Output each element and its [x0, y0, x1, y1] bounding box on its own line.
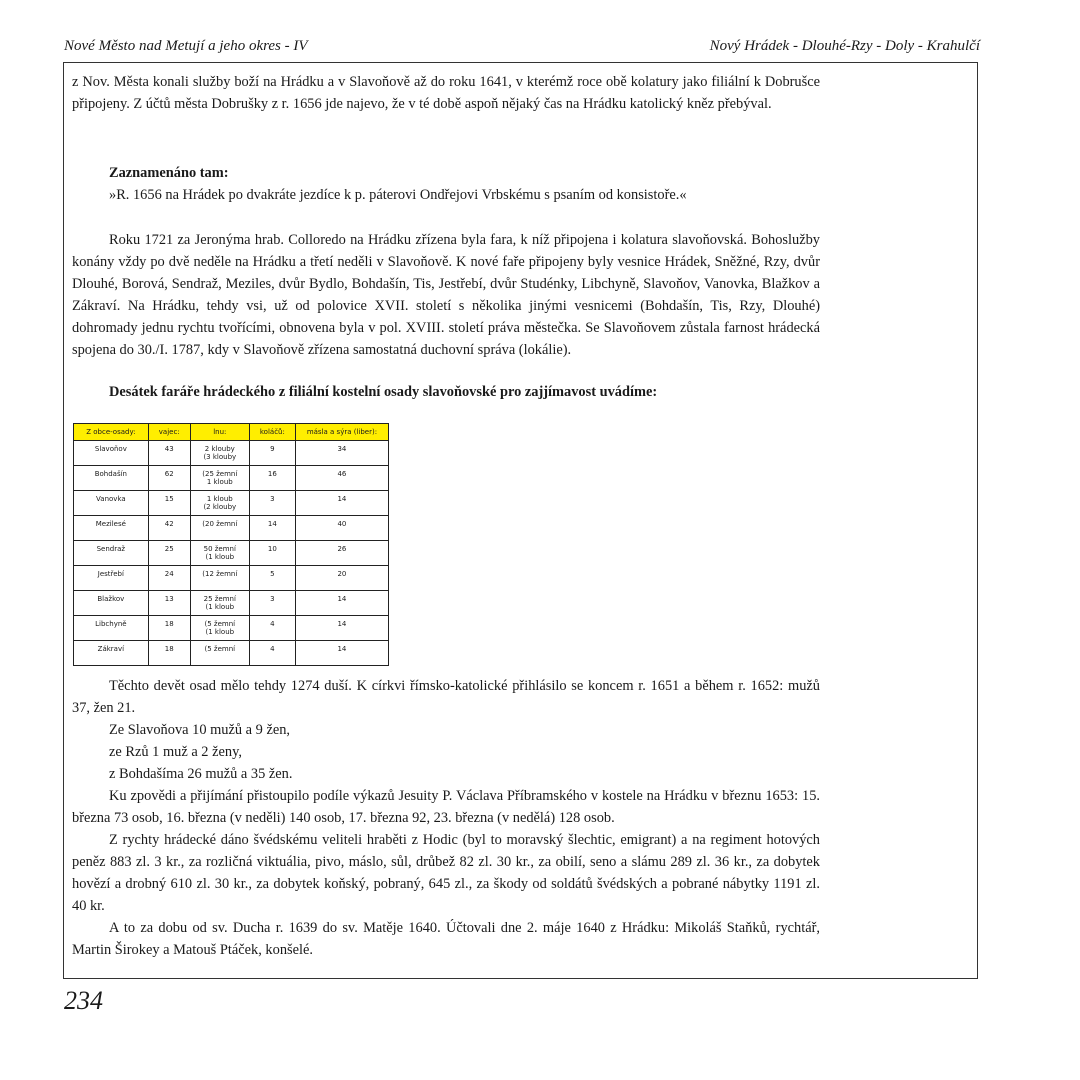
table-cell: 42	[148, 516, 190, 541]
table-row	[74, 616, 389, 641]
table-cell: (25 žemní 1 kloub	[190, 466, 249, 491]
table-cell: (5 žemní (1 kloub	[190, 616, 249, 641]
paragraph: Z rychty hrádecké dáno švédskému veliteli hraběti z Hodic (byl to moravský šlechtic, emigrant) a na regiment hotových peněz 883 zl. 3 kr., za rozličná viktuália, pivo, máslo, sůl, drůbež 82 zl. 30 kr., za obilí, seno a slámu 289 zl. 36 kr., za dobytek hovězí a drobný 610 zl. 30 kr., za dobytek koňský, pobraný, 645 zl., za škody od soldátů švédských a pobrané nábytky 1191 zl. 40 kr.	[72, 832, 820, 914]
intro-paragraph	[72, 71, 820, 115]
running-head-right: Nový Hrádek - Dlouhé-Rzy - Doly - Krahulčí	[709, 38, 980, 54]
recorded-note	[72, 162, 820, 206]
table-cell: (20 žemní	[190, 516, 249, 541]
table-cell: 25	[148, 541, 190, 566]
list-item: Ze Slavoňova 10 mužů a 9 žen,	[109, 722, 291, 738]
table-row	[74, 466, 389, 491]
table-cell: Libchyně	[74, 616, 149, 641]
parish-history-paragraph	[72, 229, 820, 361]
table-row	[74, 566, 389, 591]
table-cell: 13	[148, 591, 190, 616]
table-cell: 3	[249, 591, 295, 616]
table-row	[74, 591, 389, 616]
paragraph: z Nov. Města konali služby boží na Hrádku a v Slavoňově až do roku 1641, v kterémž roce obě kolatury jako filiální k Dobrušce připojeny. Z účtů města Dobrušky z r. 1656 jde najevo, že v té době aspoň nějaký čas na Hrádku katolický kněz přebýval.	[72, 74, 820, 112]
table-cell: 43	[148, 441, 190, 466]
tithe-heading: Desátek faráře hrádeckého z filiální kostelní osady slavoňovské pro zajjímavost uvádíme:	[109, 384, 658, 400]
paragraph: A to za dobu od sv. Ducha r. 1639 do sv. Matěje 1640. Účtovali dne 2. máje 1640 z Hrádku: Mikoláš Staňků, rychtář, Martin Širokey a Matouš Ptáček, konšelé.	[72, 920, 820, 958]
table-cell: 24	[148, 566, 190, 591]
table-cell: 25 žemní (1 kloub	[190, 591, 249, 616]
list-item: ze Rzů 1 muž a 2 ženy,	[109, 744, 242, 760]
table-cell: 2 klouby (3 klouby	[190, 441, 249, 466]
table-cell: 15	[148, 491, 190, 516]
table-cell: 46	[295, 466, 388, 491]
table-cell: Slavoňov	[74, 441, 149, 466]
closing-text	[72, 675, 820, 961]
table-cell: 14	[295, 591, 388, 616]
table-cell: 1 kloub (2 klouby	[190, 491, 249, 516]
table-cell: 14	[295, 491, 388, 516]
page-number: 234	[64, 986, 103, 1015]
column-header: lnu:	[190, 424, 249, 441]
paragraph: Těchto devět osad mělo tehdy 1274 duší. K církvi římsko-katolické přihlásilo se koncem r. 1651 a během r. 1652: mužů 37, žen 21.	[72, 678, 820, 716]
running-head	[64, 38, 980, 60]
running-head-left: Nové Město nad Metují a jeho okres - IV	[64, 38, 308, 54]
table-row	[74, 541, 389, 566]
table-cell: 4	[249, 616, 295, 641]
table-cell: 10	[249, 541, 295, 566]
note-quote: »R. 1656 na Hrádek po dvakráte jezdíce k p. páterovi Ondřejovi Vrbskému s psaním od konsistoře.«	[109, 187, 687, 203]
column-header: vajec:	[148, 424, 190, 441]
table-cell: Sendraž	[74, 541, 149, 566]
table-cell: 40	[295, 516, 388, 541]
table-row	[74, 516, 389, 541]
table-cell: 14	[295, 616, 388, 641]
list-item: z Bohdašíma 26 mužů a 35 žen.	[109, 766, 293, 782]
table-cell: 5	[249, 566, 295, 591]
table-cell: 14	[249, 516, 295, 541]
table-cell: 18	[148, 641, 190, 666]
table-cell: 16	[249, 466, 295, 491]
table-cell: 3	[249, 491, 295, 516]
table-cell: 9	[249, 441, 295, 466]
table-cell: 34	[295, 441, 388, 466]
note-heading: Zaznamenáno tam:	[109, 165, 229, 181]
column-header: másla a sýra (liber):	[295, 424, 388, 441]
table-cell: 4	[249, 641, 295, 666]
table-row	[74, 441, 389, 466]
table-cell: Zákraví	[74, 641, 149, 666]
paragraph: Ku zpovědi a přijímání přistoupilo podíle výkazů Jesuity P. Václava Příbramského v kostele na Hrádku v březnu 1653: 15. března 73 osob, 16. března (v neděli) 140 osob, 17. března 92, 23. března (v nedělá) 128 osob.	[72, 788, 820, 826]
table-cell: 18	[148, 616, 190, 641]
column-header: koláčů:	[249, 424, 295, 441]
table-cell: Mezilesé	[74, 516, 149, 541]
table-cell: (12 žemní	[190, 566, 249, 591]
column-header: Z obce-osady:	[74, 424, 149, 441]
table-row	[74, 641, 389, 666]
table-cell: 62	[148, 466, 190, 491]
table-cell: Jestřebí	[74, 566, 149, 591]
table-cell: (5 žemní	[190, 641, 249, 666]
paragraph: Roku 1721 za Jeronýma hrab. Colloredo na Hrádku zřízena byla fara, k níž připojena i kolatura slavoňovská. Bohoslužby konány vždy po dvě neděle na Hrádku a třetí neděli v Slavoňově. K nové faře připojeny byly vesnice Hrádek, Sněžné, Rzy, dvůr Dlouhé, Borová, Sendraž, Meziles, dvůr Bydlo, Bohdašín, Tis, Jestřebí, dvůr Studénky, Libchyně, Slavoňov, Vanovka, Blažkov a Zákraví. Na Hrádku, tehdy vsi, už od polovice XVII. století s několika jinými vesnicemi (Bohdašín, Tis, Rzy, Dlouhé) dohromady jednu rychtu tvořícími, obnovena byla v pol. XVIII. století práva městečka. Se Slavoňovem zůstala farnost hrádecká spojena do 30./I. 1787, kdy v Slavoňově zřízena samostatná duchovní správa (lokálie).	[72, 232, 820, 358]
tithe-heading-block	[72, 381, 820, 403]
table-header-row	[74, 424, 389, 441]
tithe-table	[73, 423, 389, 666]
table-cell: Vanovka	[74, 491, 149, 516]
table-cell: 14	[295, 641, 388, 666]
table-cell: 26	[295, 541, 388, 566]
table-row	[74, 491, 389, 516]
table-cell: 50 žemní (1 kloub	[190, 541, 249, 566]
table-cell: 20	[295, 566, 388, 591]
table-cell: Bohdašín	[74, 466, 149, 491]
table-cell: Blažkov	[74, 591, 149, 616]
